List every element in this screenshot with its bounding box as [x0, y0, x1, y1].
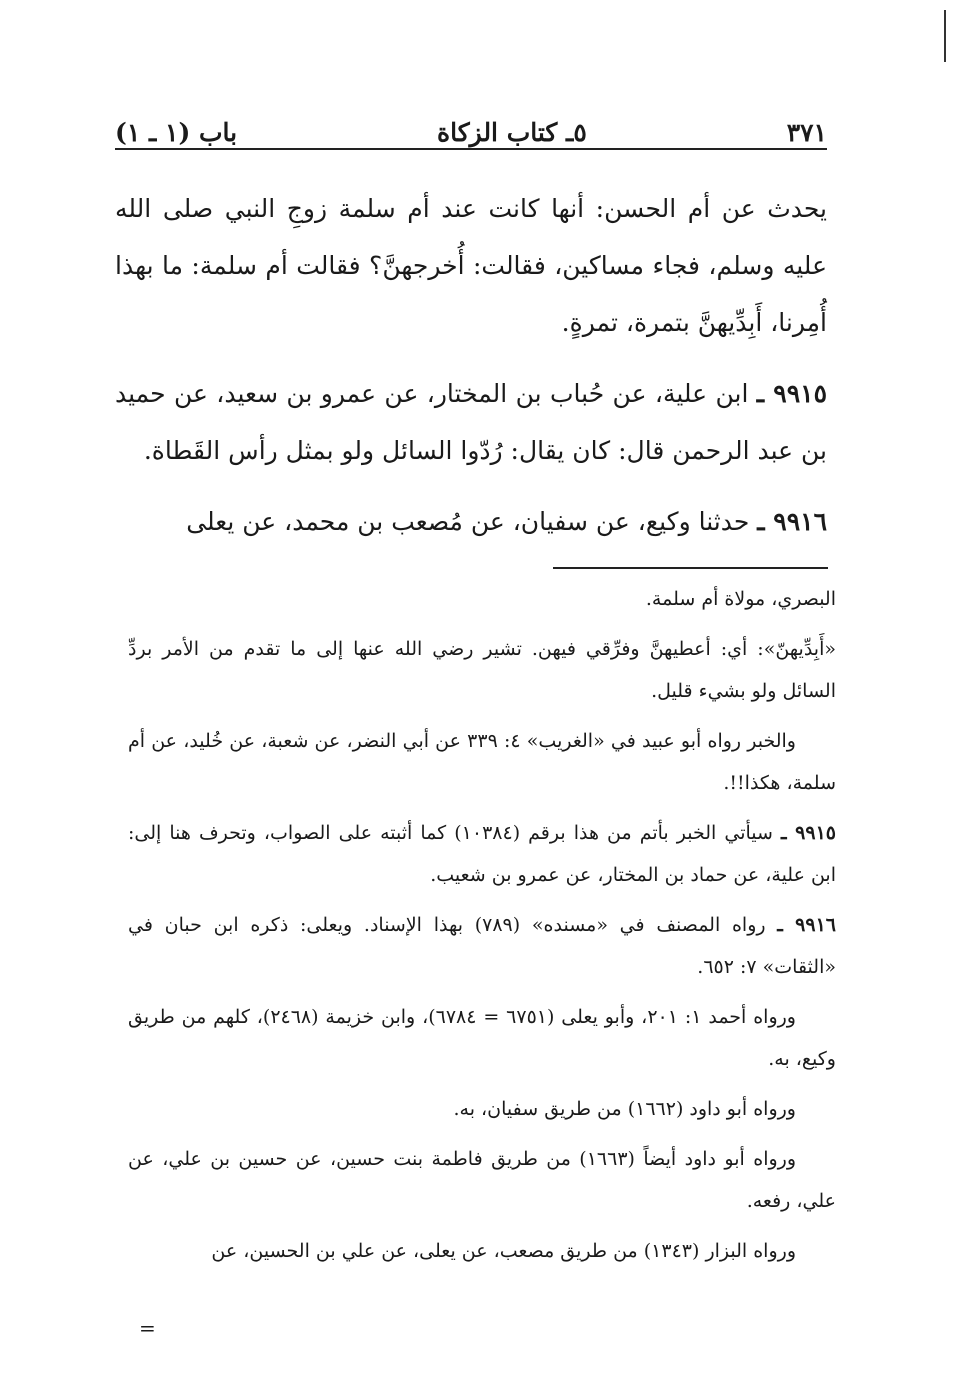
footnote: ورواه أحمد ١: ٢٠١، وأبو يعلى (٦٧٥١ = ٦٧٨٤)، وابن خزيمة (٢٤٦٨)، كلهم من طريق وكيع، به.	[128, 1006, 836, 1070]
header-rule	[115, 148, 827, 150]
continuation-mark: =	[139, 1316, 156, 1340]
footnote-separator	[553, 567, 828, 569]
footnote-number: ٩٩١٦ ـ	[777, 914, 836, 936]
hadith-text: حدثنا وكيع، عن سفيان، عن مُصعب بن محمد، عن يعلى	[186, 507, 758, 536]
book-title: ٥ـ كتاب الزكاة	[437, 118, 587, 147]
footnote	[128, 904, 836, 988]
footnote: ورواه البزار (١٣٤٣) من طريق مصعب، عن يعلى، عن علي بن الحسين، عن	[211, 1240, 796, 1262]
main-text	[115, 180, 827, 564]
main-paragraph	[115, 365, 827, 479]
footnote-text: سيأتي الخبر بأتم من هذا برقم (١٠٣٨٤) كما أثبته على الصواب، وتحرف هنا إلى: ابن علية، عن حماد بن المختار، عن عمرو بن شعيب.	[128, 822, 836, 886]
footnote: «أَبِدِّيهنّ»: أي: أعطيهنَّ وفرِّقي فيهن. تشير رضي الله عنها إلى ما تقدم من الأمر بردِّ السائل ولو بشيء قليل.	[128, 638, 836, 702]
footnote: ورواه أبو داود (١٦٦٢) من طريق سفيان، به.	[453, 1098, 796, 1120]
main-paragraph: يحدث عن أم الحسن: أنها كانت عند أم سلمة زوجِ النبي صلى الله عليه وسلم، فجاء مساكين، فقالت: أُخرجهنَّ؟ فقالت أم سلمة: ما بهذا أُمِرنا، أَبِدِّيهنَّ بتمرة، تمرةٍ.	[115, 194, 827, 337]
page-number: ٣٧١	[786, 118, 827, 147]
hadith-number: ٩٩١٦ ـ	[757, 507, 827, 536]
chapter-label: باب (١ ـ ١)	[115, 118, 238, 147]
page-edge-mark	[944, 10, 946, 62]
footnote: والخبر رواه أبو عبيد في «الغريب» ٤: ٣٣٩ عن أبي النضر، عن شعبة، عن خُليد، عن أم سلمة، هكذا!!.	[128, 730, 836, 794]
footnote: ورواه أبو داود أيضاً (١٦٦٣) من طريق فاطمة بنت حسين، عن حسين بن علي، عن علي، رفعه.	[128, 1148, 836, 1212]
footnote	[128, 812, 836, 896]
footnote-number: ٩٩١٥ ـ	[780, 822, 836, 844]
running-header	[115, 104, 827, 148]
footnote: البصري، مولاة أم سلمة.	[645, 588, 836, 610]
footnote-text: رواه المصنف في «مسنده» (٧٨٩) بهذا الإسناد. ويعلى: ذكره ابن حبان في «الثقات» ٧: ٦٥٢.	[128, 914, 836, 978]
hadith-number: ٩٩١٥ ـ	[756, 379, 827, 408]
main-paragraph	[115, 493, 827, 550]
footnotes	[128, 578, 836, 1280]
hadith-text: ابن علية، عن حُباب بن المختار، عن عمرو بن سعيد، عن حميد بن عبد الرحمن قال: كان يقال: رُدّوا السائل ولو بمثل رأس القَطاة.	[115, 379, 827, 465]
